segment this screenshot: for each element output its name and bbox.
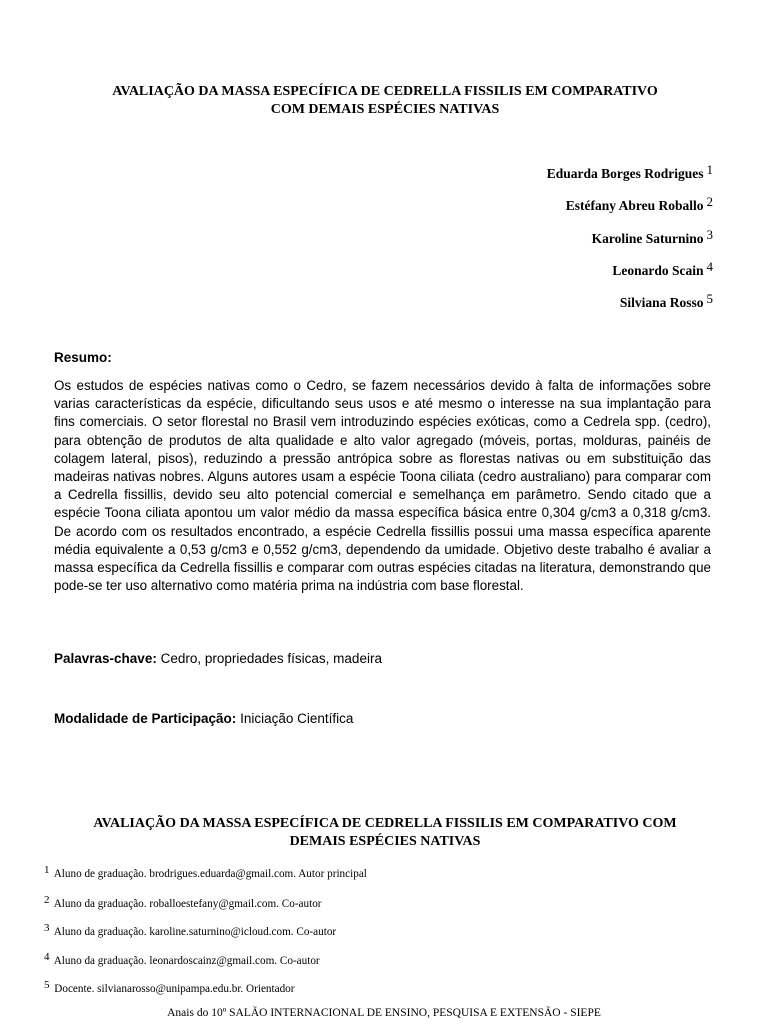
- author-entry: [547, 186, 713, 218]
- footnote-ref: 5: [44, 979, 50, 991]
- footnote-text: Docente. silvianarosso@unipampa.edu.br. Orientador: [54, 983, 295, 995]
- repeated-title: [60, 815, 710, 851]
- author-entry: [547, 219, 713, 251]
- page-footer: Anais do 10º SALÃO INTERNACIONAL DE ENSINO, PESQUISA E EXTENSÃO - SIEPE: [167, 1007, 601, 1019]
- author-name: Eduarda Borges Rodrigues: [546, 166, 704, 181]
- footnote: [44, 950, 320, 968]
- paper-title: [60, 83, 710, 119]
- author-entry: [547, 283, 713, 315]
- author-ref: 4: [706, 258, 713, 274]
- footnote-text: Aluno da graduação. leonardoscainz@gmail.com. Co-autor: [53, 955, 320, 967]
- title-line: AVALIAÇÃO DA MASSA ESPECÍFICA DE CEDRELLA FISSILIS EM COMPARATIVO COM: [93, 816, 677, 831]
- author-entry: [547, 154, 713, 186]
- title-line: AVALIAÇÃO DA MASSA ESPECÍFICA DE CEDRELLA FISSILIS EM COMPARATIVO: [112, 84, 658, 99]
- footnote-ref: 2: [44, 894, 50, 906]
- author-ref: 1: [706, 162, 713, 177]
- footnote-ref: 4: [44, 951, 50, 963]
- footnote-text: Aluno da graduação. karoline.saturnino@icloud.com. Co-autor: [53, 926, 337, 938]
- footnote-ref: 3: [44, 922, 50, 934]
- footnote-text: Aluno de graduação. brodrigues.eduarda@gmail.com. Autor principal: [53, 868, 367, 880]
- footnote: [44, 863, 367, 881]
- author-name: Leonardo Scain: [612, 262, 704, 278]
- title-line: COM DEMAIS ESPÉCIES NATIVAS: [270, 102, 500, 117]
- keywords: [54, 651, 382, 666]
- modality-value: Iniciação Científica: [240, 711, 354, 726]
- author-ref: 5: [706, 291, 713, 307]
- keywords-value: Cedro, propriedades físicas, madeira: [160, 651, 382, 666]
- abstract-heading: Resumo:: [54, 350, 112, 365]
- participation-modality: [54, 711, 353, 726]
- author-name: Silviana Rosso: [619, 295, 704, 311]
- footnote: [44, 893, 322, 911]
- author-name: Karoline Saturnino: [591, 230, 704, 246]
- author-ref: 2: [706, 194, 713, 210]
- title-line: DEMAIS ESPÉCIES NATIVAS: [289, 834, 481, 849]
- footnote: [44, 978, 295, 996]
- footnote-text: Aluno da graduação. roballoestefany@gmail.com. Co-autor: [53, 898, 322, 910]
- footnote-ref: 1: [44, 864, 50, 876]
- abstract-body: Os estudos de espécies nativas como o Cedro, se fazem necessários devido à falta de informações sobre varias características da espécie, dificultando seus usos e até mesmo o interesse na sua implantação para fins comerciais. O setor florestal no Brasil vem introduzindo espécies exóticas, como a Cedrela spp. (cedro), para obtenção de produtos de alta qualidade e alto valor agregado (móveis, portas, molduras, painéis de colagem lateral, pisos), reduzindo a pressão antrópica sobre as florestas nativas ou em substituição das madeiras nativas nobres. Alguns autores usam a espécie Toona ciliata (cedro australiano) para comparar com a Cedrella fissillis, devido seu alto potencial comercial e semelhança em parâmetro. Sendo citado que a espécie Toona ciliata apontou um valor médio da massa específica básica entre 0,304 g/cm3 a 0,318 g/cm3. De acordo com os resultados encontrado, a espécie Cedrella fissillis possui uma massa específica aparente média equivalente a 0,53 g/cm3 e 0,552 g/cm3, dependendo da umidade. Objetivo deste trabalho é avaliar a massa específica da Cedrella fissillis e comparar com outras espécies citadas na literatura, demonstrando que pode-se ter uso alternativo como matéria prima na indústria com base florestal.: [54, 378, 711, 594]
- modality-label: Modalidade de Participação:: [54, 711, 237, 726]
- author-name: Estéfany Abreu Roballo: [565, 198, 704, 214]
- author-entry: [547, 251, 713, 283]
- author-ref: 3: [706, 226, 713, 242]
- keywords-label: Palavras-chave:: [54, 651, 157, 666]
- footnote: [44, 921, 336, 939]
- author-list: [547, 154, 713, 315]
